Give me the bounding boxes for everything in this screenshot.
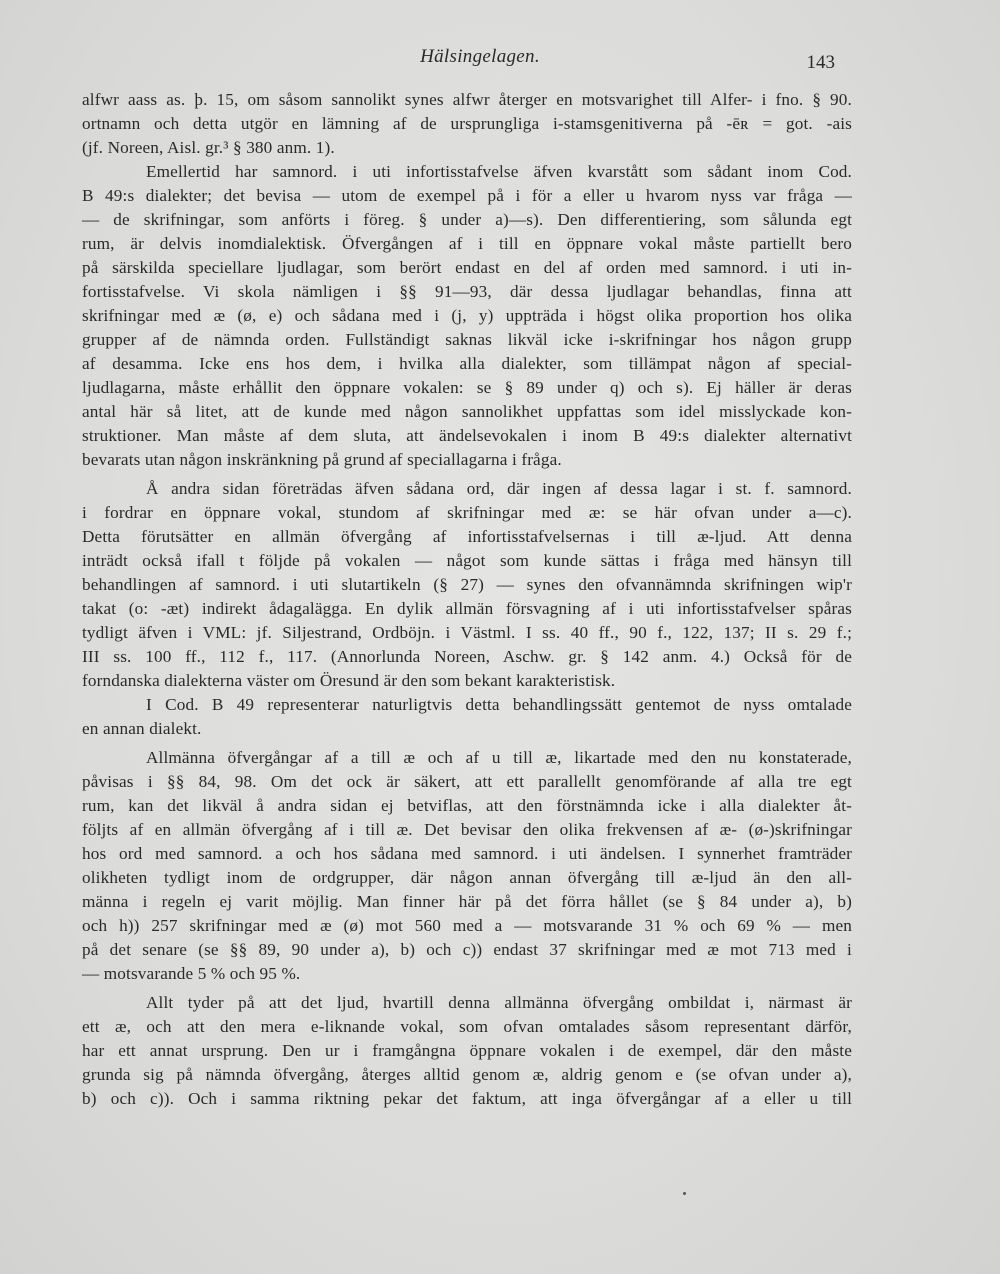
body-text (82, 88, 852, 1111)
text-line: rum, är delvis inomdialektisk. Öfvergången af i till en öppnare vokal måste partiellt bero (82, 234, 852, 253)
page-header (80, 46, 880, 76)
text-line: Allt tyder på att det ljud, hvartill denna allmänna öfvergång ombildat i, närmast är (146, 993, 852, 1012)
text-line: männa i regeln ej varit möjlig. Man finner här på det förra hållet (se § 84 under a), b) (82, 892, 852, 911)
text-line: fortisstafvelse. Vi skola nämligen i §§ 91—93, där dessa ljudlagar behandlas, finna att (82, 282, 852, 301)
text-line: af desamma. Icke ens hos dem, i hvilka alla dialekter, som tillämpat någon af special- (82, 354, 852, 373)
ink-speck (683, 1192, 686, 1195)
text-line: en annan dialekt. (82, 719, 202, 738)
text-line: påvisas i §§ 84, 98. Om det ock är säkert, att ett parallellt genomförande af alla tre egt (82, 772, 852, 791)
text-line: B 49:s dialekter; det bevisa — utom de exempel på i för a eller u hvarom nyss var fråga — (82, 186, 852, 205)
text-line: rum, kan det likväl å andra sidan ej betviflas, att den förstnämnda icke i alla dialekter åt- (82, 796, 852, 815)
text-line: III ss. 100 ff., 112 f., 117. (Annorlunda Noreen, Aschw. gr. § 142 anm. 4.) Också för de (82, 647, 852, 666)
text-line: alfwr aass as. þ. 15, om såsom sannolikt synes alfwr återger en motsvarighet till Alfer- i fno. § 90. (82, 90, 852, 109)
text-line: har ett annat ursprung. Den ur i framgångna öppnare vokalen i de exempel, där den måste (82, 1041, 852, 1060)
text-line: forndanska dialekterna väster om Öresund är den som bekant karakteristisk. (82, 671, 616, 690)
text-line: I Cod. B 49 representerar naturligtvis detta behandlingssätt gentemot de nyss omtalade (146, 695, 852, 714)
text-line: takat (o: -æt) indirekt ådagalägga. En dylik allmän försvagning af i uti infortisstafvelser spåras (82, 599, 852, 618)
text-line: — de skrifningar, som anförts i föreg. § under a)—s). Den differentiering, som sålunda egt (82, 210, 852, 229)
text-line: på det senare (se §§ 89, 90 under a), b) och c)) endast 37 skrifningar med æ mot 713 med i (82, 940, 852, 959)
text-line: b) och c)). Och i samma riktning pekar det faktum, att inga öfvergångar af a eller u till (82, 1089, 852, 1108)
text-line: — motsvarande 5 % och 95 %. (82, 964, 301, 983)
text-line: Detta förutsätter en allmän öfvergång af infortisstafvelsernas i till æ-ljud. Att denna (82, 527, 852, 546)
text-line: ortnamn och detta utgör en lämning af de ursprungliga i-stamsgenitiverna på -ēʀ = got. -ais (82, 114, 852, 133)
text-line: Å andra sidan företrädas äfven sådana ord, där ingen af dessa lagar i st. f. samnord. (146, 479, 852, 498)
text-line: Allmänna öfvergångar af a till æ och af u till æ, likartade med den nu konstaterade, (146, 748, 852, 767)
text-line: följts af en allmän öfvergång af i till æ. Det bevisar den olika frekvensen af æ- (ø-)skrifningar (82, 820, 852, 839)
text-line: struktioner. Man måste af dem sluta, att ändelsevokalen i inom B 49:s dialekter alternativt (82, 426, 852, 445)
text-line: tydligt äfven i VML: jf. Siljestrand, Ordböjn. i Västml. I ss. 40 ff., 90 f., 122, 137; II s. 29 f.; (82, 623, 852, 642)
text-line: antal här så litet, att de kunde med någon sannolikhet uppfattas som idel misslyckade kon- (82, 402, 852, 421)
text-line: ljudlagarna, måste erhållit den öppnare vokalen: se § 89 under q) och s). Ej häller är deras (82, 378, 852, 397)
text-line: bevarats utan någon inskränkning på grund af speciallagarna i fråga. (82, 450, 562, 469)
text-line: i fordrar en öppnare vokal, stundom af skrifningar med æ: se här ofvan under a—c). (82, 503, 852, 522)
text-line: olikheten tydligt inom de ordgrupper, där någon annan öfvergång till æ-ljud än den all- (82, 868, 852, 887)
page-number: 143 (806, 52, 835, 73)
text-line: och h)) 257 skrifningar med æ (ø) mot 560 med a — motsvarande 31 % och 69 % — men (82, 916, 852, 935)
text-line: grunda sig på nämnda öfvergång, återges alltid genom æ, aldrig genom e (se ofvan under a), (82, 1065, 852, 1084)
text-line: inträdt också ifall t följde på vokalen — något som kunde sättas i fråga med hänsyn till (82, 551, 852, 570)
text-line: behandlingen af samnord. i uti slutartikeln (§ 27) — synes den ofvannämnda skrifningen wip'r (82, 575, 852, 594)
text-line: (jf. Noreen, Aisl. gr.³ § 380 anm. 1). (82, 138, 335, 157)
text-line: hos ord med samnord. a och hos sådana med samnord. i uti ändelsen. I synnerhet framträder (82, 844, 852, 863)
text-line: Emellertid har samnord. i uti infortisstafvelse äfven kvarstått som sådant inom Cod. (146, 162, 852, 181)
text-line: skrifningar med æ (ø, e) och sådana med i (j, y) uppträda i högst olika proportion hos olika (82, 306, 852, 325)
running-title: Hälsingelagen. (420, 46, 540, 67)
text-line: ett æ, och att den mera e-liknande vokal, som ofvan omtalades såsom representant därför, (82, 1017, 852, 1036)
text-line: grupper af de nämnda orden. Fullständigt saknas likväl icke i-skrifningar hos någon grupp (82, 330, 852, 349)
text-line: på särskilda speciellare ljudlagar, som berört endast en del af orden med samnord. i uti in- (82, 258, 852, 277)
